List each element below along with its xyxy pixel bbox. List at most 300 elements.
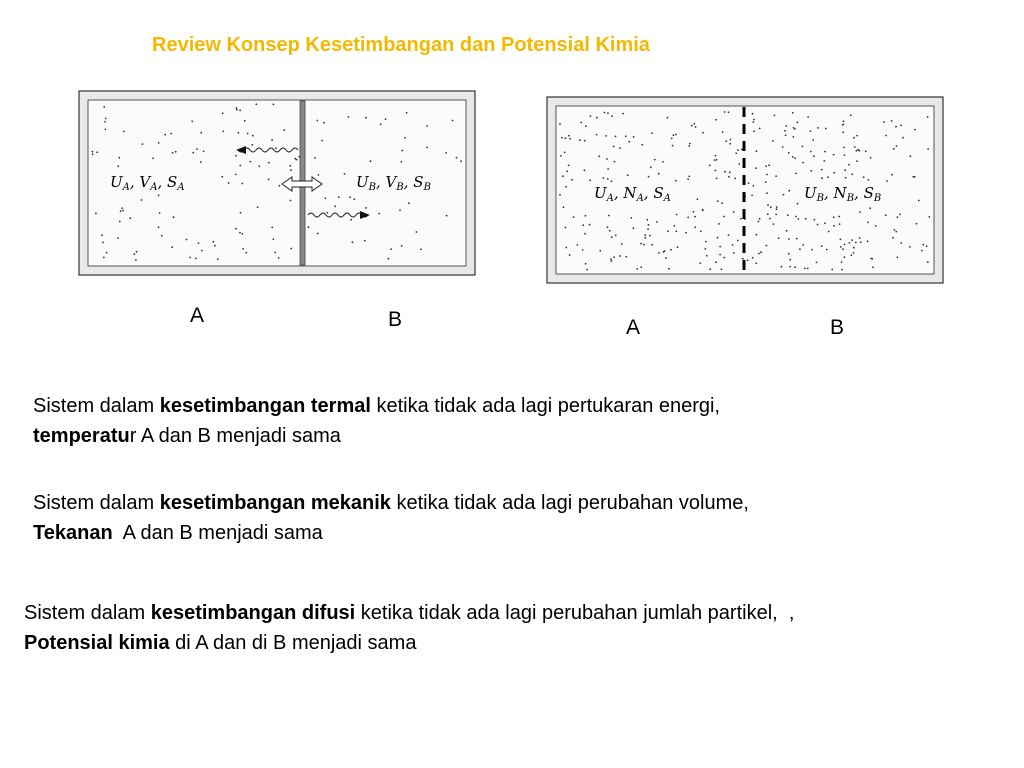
particle-dot (619, 255, 621, 257)
particle-dot (811, 249, 813, 251)
particle-dot (258, 165, 260, 167)
particle-dot (353, 198, 355, 200)
particle-dot (573, 216, 575, 218)
particle-dot (802, 162, 804, 164)
particle-dot (927, 116, 929, 118)
particle-dot (821, 245, 823, 247)
diagram1-label-b: B (388, 308, 403, 331)
particle-dot (826, 249, 828, 251)
particle-dot (853, 247, 855, 249)
particle-dot (794, 266, 796, 268)
particle-dot (212, 241, 214, 243)
particle-dot (238, 132, 240, 134)
particle-dot (611, 115, 613, 117)
particle-dot (813, 155, 815, 157)
particle-dot (625, 256, 627, 258)
particle-dot (734, 178, 736, 180)
particle-dot (844, 256, 846, 258)
particle-dot (782, 146, 784, 148)
particle-dot (598, 155, 600, 157)
particle-dot (833, 154, 835, 156)
particle-dot (239, 109, 241, 111)
particle-dot (191, 120, 193, 122)
particle-dot (633, 227, 635, 229)
particle-dot (722, 131, 724, 133)
particle-dot (733, 252, 735, 254)
particle-dot (893, 148, 895, 150)
particle-dot (228, 182, 230, 184)
particle-dot (102, 242, 104, 244)
particle-dot (604, 112, 606, 114)
particle-dot (647, 228, 649, 230)
particle-dot (855, 242, 857, 244)
particle-dot (872, 266, 874, 268)
particle-dot (870, 258, 872, 260)
particle-dot (278, 257, 280, 259)
particle-dot (380, 123, 382, 125)
particle-dot (753, 119, 755, 121)
particle-dot (667, 230, 669, 232)
particle-dot (842, 248, 844, 250)
particle-dot (851, 239, 853, 241)
particle-dot (352, 241, 354, 243)
particle-dot (863, 176, 865, 178)
particle-dot (401, 150, 403, 152)
particle-dot (192, 152, 194, 154)
particle-dot (728, 234, 730, 236)
particle-dot (274, 252, 276, 254)
particle-dot (571, 179, 573, 181)
particle-dot (781, 266, 783, 268)
particle-dot (758, 221, 760, 223)
particle-dot (579, 139, 581, 141)
particle-dot (883, 121, 885, 123)
particle-dot (730, 139, 732, 141)
particle-dot (564, 152, 566, 154)
particle-dot (751, 195, 753, 197)
particle-dot (239, 165, 241, 167)
particle-dot (851, 254, 853, 256)
particle-dot (821, 169, 823, 171)
particle-dot (613, 256, 615, 258)
particle-dot (104, 121, 106, 123)
particle-dot (797, 218, 799, 220)
particle-dot (928, 216, 930, 218)
particle-dot (117, 237, 119, 239)
particle-dot (325, 197, 327, 199)
particle-dot (408, 202, 410, 204)
particle-dot (810, 151, 812, 153)
particle-dot (716, 159, 718, 161)
particle-dot (106, 252, 108, 254)
particle-dot (158, 194, 160, 196)
particle-dot (729, 171, 731, 173)
particle-dot (605, 135, 607, 137)
particle-dot (810, 170, 812, 172)
particle-dot (242, 248, 244, 250)
diffusion-text-3: di A dan di B menjadi sama (169, 632, 417, 654)
particle-dot (828, 231, 830, 233)
particle-dot (841, 269, 843, 271)
particle-dot (200, 132, 202, 134)
particle-dot (399, 209, 401, 211)
diagram-diffusion (546, 96, 944, 284)
particle-dot (586, 269, 588, 271)
particle-dot (853, 252, 855, 254)
particle-dot (645, 237, 647, 239)
particle-dot (885, 135, 887, 137)
particle-dot (752, 113, 754, 115)
particle-dot (843, 147, 845, 149)
particle-dot (756, 234, 758, 236)
particle-dot (838, 216, 840, 218)
particle-dot (724, 111, 726, 113)
particle-dot (688, 145, 690, 147)
particle-dot (562, 175, 564, 177)
particle-dot (814, 219, 816, 221)
particle-dot (584, 233, 586, 235)
particle-dot (795, 173, 797, 175)
particle-dot (775, 214, 777, 216)
particle-dot (785, 134, 787, 136)
particle-dot (420, 248, 422, 250)
particle-dot (737, 149, 739, 151)
particle-dot (775, 175, 777, 177)
particle-dot (175, 151, 177, 153)
particle-dot (565, 186, 567, 188)
particle-dot (559, 194, 561, 196)
particle-dot (721, 202, 723, 204)
particle-dot (318, 174, 320, 176)
particle-dot (755, 167, 757, 169)
particle-dot (268, 179, 270, 181)
particle-dot (725, 140, 727, 142)
particle-dot (582, 224, 584, 226)
particle-dot (769, 218, 771, 220)
particle-dot (245, 252, 247, 254)
particle-dot (752, 121, 754, 123)
particle-dot (892, 237, 894, 239)
particle-dot (783, 194, 785, 196)
particle-dot (173, 216, 175, 218)
particle-dot (323, 122, 325, 124)
particle-dot (621, 243, 623, 245)
particle-dot (596, 134, 598, 136)
particle-dot (792, 136, 794, 138)
diffusion-text-2: ketika tidak ada lagi perubahan jumlah partikel, , (355, 602, 795, 624)
particle-dot (921, 250, 923, 252)
particle-dot (611, 236, 613, 238)
particle-dot (560, 155, 562, 157)
particle-dot (824, 222, 826, 224)
particle-dot (404, 137, 406, 139)
particle-dot (196, 148, 198, 150)
particle-dot (927, 148, 929, 150)
particle-dot (851, 173, 853, 175)
particle-dot (584, 140, 586, 142)
particle-dot (636, 268, 638, 270)
particle-dot (797, 203, 799, 205)
particle-dot (152, 157, 154, 159)
particle-dot (627, 174, 629, 176)
particle-dot (844, 169, 846, 171)
particle-dot (141, 199, 143, 201)
particle-dot (607, 178, 609, 180)
particle-dot (756, 150, 758, 152)
particle-dot (241, 233, 243, 235)
particle-dot (283, 129, 285, 131)
particle-dot (290, 200, 292, 202)
particle-dot (241, 183, 243, 185)
particle-dot (759, 128, 761, 130)
particle-dot (787, 214, 789, 216)
particle-dot (816, 262, 818, 264)
particle-dot (271, 139, 273, 141)
particle-dot (723, 257, 725, 259)
particle-dot (912, 176, 914, 178)
particle-dot (222, 112, 224, 114)
particle-dot (338, 196, 340, 198)
particle-dot (378, 213, 380, 215)
particle-dot (885, 214, 887, 216)
particle-dot (609, 230, 611, 232)
particle-dot (926, 245, 928, 247)
particle-dot (875, 225, 877, 227)
particle-dot (694, 226, 696, 228)
particle-dot (370, 160, 372, 162)
particle-dot (134, 253, 136, 255)
diffusion-equilibrium-text (24, 598, 794, 658)
particle-dot (765, 181, 767, 183)
particle-dot (186, 239, 188, 241)
particle-dot (92, 151, 94, 153)
particle-dot (603, 177, 605, 179)
particle-dot (675, 231, 677, 233)
particle-dot (622, 113, 624, 115)
particle-dot (869, 207, 871, 209)
particle-dot (568, 165, 570, 167)
particle-dot (844, 244, 846, 246)
particle-dot (714, 159, 716, 161)
particle-dot (702, 132, 704, 134)
particle-dot (250, 161, 252, 163)
particle-dot (365, 117, 367, 119)
particle-dot (702, 209, 704, 211)
particle-dot (589, 224, 591, 226)
particle-dot (643, 244, 645, 246)
particle-dot (733, 211, 735, 213)
particle-dot (633, 136, 635, 138)
particle-dot (142, 143, 144, 145)
particle-dot (677, 246, 679, 248)
thermal-equilibrium-text (33, 391, 720, 451)
particle-dot (658, 173, 660, 175)
particle-dot (804, 268, 806, 270)
particle-dot (585, 215, 587, 217)
particle-dot (344, 173, 346, 175)
particle-dot (275, 147, 277, 149)
particle-dot (651, 244, 653, 246)
particle-dot (753, 130, 755, 132)
particle-dot (689, 143, 691, 145)
particle-dot (585, 125, 587, 127)
diagram2-label-b: B (830, 316, 845, 339)
particle-dot (772, 140, 774, 142)
particle-dot (257, 206, 259, 208)
particle-dot (95, 212, 97, 214)
right-system-vars: $U_B$, $N_B$, $S_B$ (804, 184, 882, 204)
particle-dot (788, 190, 790, 192)
particle-dot (456, 157, 458, 159)
particle-dot (426, 147, 428, 149)
thermal-text-2: ketika tidak ada lagi pertukaran energi, (370, 395, 721, 417)
particle-dot (695, 126, 697, 128)
particle-dot (326, 212, 328, 214)
particle-dot (316, 120, 318, 122)
particle-dot (290, 169, 292, 171)
particle-dot (675, 180, 677, 182)
particle-dot (158, 226, 160, 228)
particle-dot (101, 234, 103, 236)
particle-dot (805, 218, 807, 220)
particle-dot (289, 165, 291, 167)
particle-dot (235, 174, 237, 176)
particle-dot (789, 266, 791, 268)
particle-dot (452, 120, 454, 122)
particle-dot (717, 200, 719, 202)
particle-dot (321, 140, 323, 142)
particle-dot (615, 136, 617, 138)
particle-dot (105, 129, 107, 131)
particle-dot (565, 227, 567, 229)
particle-dot (807, 268, 809, 270)
particle-dot (795, 216, 797, 218)
particle-dot (92, 154, 94, 156)
particle-dot (891, 120, 893, 122)
particle-dot (272, 238, 274, 240)
particle-dot (255, 103, 257, 105)
particle-dot (658, 252, 660, 254)
particle-dot (244, 120, 246, 122)
particle-dot (566, 170, 568, 172)
particle-dot (416, 231, 418, 233)
particle-dot (802, 146, 804, 148)
particle-dot (704, 248, 706, 250)
particle-dot (693, 211, 695, 213)
particle-dot (848, 164, 850, 166)
particle-dot (158, 142, 160, 144)
particle-dot (648, 176, 650, 178)
particle-dot (129, 217, 131, 219)
particle-dot (886, 180, 888, 182)
particle-dot (812, 139, 814, 141)
particle-dot (294, 158, 296, 160)
particle-dot (159, 212, 161, 214)
particle-dot (687, 178, 689, 180)
thermal-bold-1: kesetimbangan termal (159, 395, 371, 417)
particle-dot (766, 174, 768, 176)
particle-dot (364, 240, 366, 242)
particle-dot (797, 121, 799, 123)
particle-dot (900, 124, 902, 126)
particle-dot (737, 240, 739, 242)
particle-dot (706, 255, 708, 257)
particle-dot (768, 164, 770, 166)
particle-dot (247, 133, 249, 135)
particle-dot (590, 115, 592, 117)
particle-dot (776, 206, 778, 208)
particle-dot (792, 156, 794, 158)
particle-dot (400, 161, 402, 163)
diffusion-bold-2: Potensial kimia (24, 632, 170, 654)
diffusion-text-1: Sistem dalam (24, 602, 151, 624)
particle-dot (201, 250, 203, 252)
particle-dot (867, 240, 869, 242)
particle-dot (401, 245, 403, 247)
particle-dot (334, 205, 336, 207)
particle-dot (103, 257, 105, 259)
particle-dot (615, 235, 617, 237)
diagram1-label-a: A (190, 304, 205, 327)
particle-dot (118, 157, 120, 159)
thermal-text-1: Sistem dalam (33, 395, 160, 417)
left-system-vars: $U_A$, $V_A$, $S_A$ (110, 173, 185, 193)
particle-dot (802, 244, 804, 246)
particle-dot (868, 179, 870, 181)
particle-dot (446, 215, 448, 217)
particle-dot (388, 258, 390, 260)
particle-dot (922, 244, 924, 246)
particle-dot (715, 119, 717, 121)
mechanical-text-1: Sistem dalam (33, 492, 160, 514)
particle-dot (788, 253, 790, 255)
particle-dot (687, 217, 689, 219)
particle-dot (755, 262, 757, 264)
particle-dot (120, 210, 122, 212)
particle-dot (785, 125, 787, 127)
particle-dot (599, 250, 601, 252)
particle-dot (700, 231, 702, 233)
particle-dot (774, 115, 776, 117)
particle-dot (350, 219, 352, 221)
diagram-thermal-mechanical (78, 90, 476, 276)
particle-dot (203, 151, 205, 153)
particle-dot (164, 134, 166, 136)
particle-dot (778, 237, 780, 239)
particle-dot (222, 131, 224, 133)
particle-dot (867, 221, 869, 223)
particle-dot (314, 157, 316, 159)
thermal-bold-2: temperatu (33, 425, 130, 447)
particle-dot (709, 268, 711, 270)
particle-dot (646, 219, 648, 221)
particle-dot (625, 135, 627, 137)
particle-dot (161, 235, 163, 237)
particle-dot (96, 151, 98, 153)
particle-dot (273, 104, 275, 106)
particle-dot (200, 161, 202, 163)
particle-dot (833, 172, 835, 174)
particle-dot (752, 185, 754, 187)
right-system-vars: $U_B$, $V_B$, $S_B$ (356, 173, 431, 193)
particle-dot (823, 160, 825, 162)
particle-dot (445, 152, 447, 154)
particle-dot (909, 246, 911, 248)
particle-dot (717, 237, 719, 239)
particle-dot (788, 238, 790, 240)
particle-dot (735, 152, 737, 154)
particle-dot (650, 166, 652, 168)
